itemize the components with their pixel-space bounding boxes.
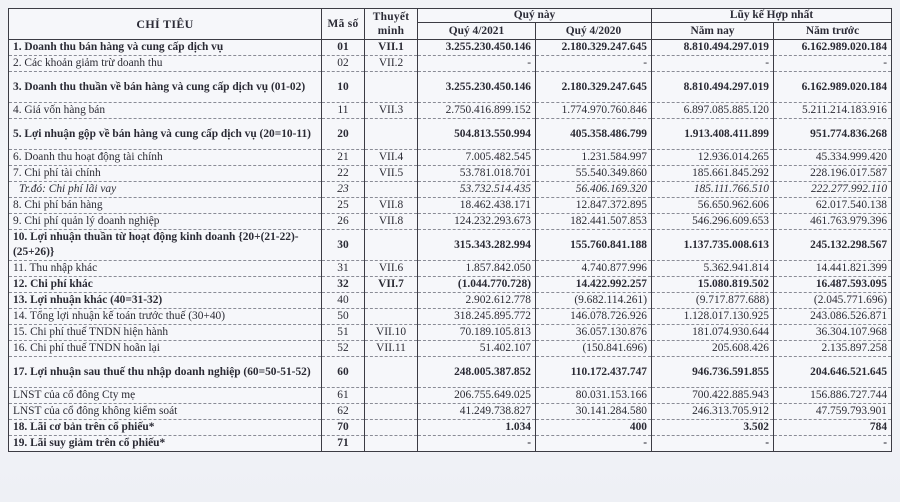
row-note <box>365 357 418 388</box>
value-this-year: 8.810.494.297.019 <box>652 72 774 103</box>
row-note <box>365 309 418 325</box>
value-q4-2020: 12.847.372.895 <box>536 198 652 214</box>
value-last-year: 784 <box>774 420 892 436</box>
value-this-year: 8.810.494.297.019 <box>652 40 774 56</box>
row-note <box>365 436 418 452</box>
row-note <box>365 230 418 261</box>
value-last-year: (2.045.771.696) <box>774 293 892 309</box>
value-this-year: 1.128.017.130.925 <box>652 309 774 325</box>
value-last-year: 5.211.214.183.916 <box>774 103 892 119</box>
value-q4-2021: 1.034 <box>418 420 536 436</box>
row-code: 01 <box>322 40 365 56</box>
value-q4-2020: - <box>536 436 652 452</box>
table-row <box>9 325 892 341</box>
table-row <box>9 119 892 150</box>
value-this-year: 181.074.930.644 <box>652 325 774 341</box>
row-note: VII.3 <box>365 103 418 119</box>
header-q4-2021: Quý 4/2021 <box>418 23 536 40</box>
table-row <box>9 72 892 103</box>
row-note: VII.8 <box>365 214 418 230</box>
value-q4-2021: 206.755.649.025 <box>418 388 536 404</box>
table-row <box>9 293 892 309</box>
value-q4-2020: 110.172.437.747 <box>536 357 652 388</box>
value-this-year: (9.717.877.688) <box>652 293 774 309</box>
value-q4-2021: 7.005.482.545 <box>418 150 536 166</box>
value-this-year: 12.936.014.265 <box>652 150 774 166</box>
row-label: 3. Doanh thu thuần về bán hàng và cung cấp dịch vụ (01-02) <box>9 72 322 103</box>
value-q4-2021: 248.005.387.852 <box>418 357 536 388</box>
value-q4-2020: 30.141.284.580 <box>536 404 652 420</box>
value-q4-2020: 1.231.584.997 <box>536 150 652 166</box>
row-label: 13. Lợi nhuận khác (40=31-32) <box>9 293 322 309</box>
row-label: 9. Chi phí quản lý doanh nghiệp <box>9 214 322 230</box>
table-row <box>9 182 892 198</box>
value-last-year: 243.086.526.871 <box>774 309 892 325</box>
value-q4-2020: 405.358.486.799 <box>536 119 652 150</box>
value-this-year: - <box>652 56 774 72</box>
value-last-year: 204.646.521.645 <box>774 357 892 388</box>
value-q4-2021: 3.255.230.450.146 <box>418 72 536 103</box>
value-q4-2021: 70.189.105.813 <box>418 325 536 341</box>
value-last-year: 14.441.821.399 <box>774 261 892 277</box>
row-label: 17. Lợi nhuận sau thuế thu nhập doanh nghiệp (60=50-51-52) <box>9 357 322 388</box>
row-label: Tr.đó: Chi phí lãi vay <box>9 182 322 198</box>
row-note: VII.8 <box>365 198 418 214</box>
value-q4-2020: (9.682.114.261) <box>536 293 652 309</box>
row-label: 8. Chi phí bán hàng <box>9 198 322 214</box>
value-this-year: 185.661.845.292 <box>652 166 774 182</box>
value-q4-2021: 504.813.550.994 <box>418 119 536 150</box>
value-last-year: 6.162.989.020.184 <box>774 40 892 56</box>
row-note: VII.2 <box>365 56 418 72</box>
value-q4-2020: 182.441.507.853 <box>536 214 652 230</box>
value-q4-2020: 55.540.349.860 <box>536 166 652 182</box>
value-last-year: - <box>774 436 892 452</box>
income-statement-table <box>8 8 892 452</box>
value-last-year: 16.487.593.095 <box>774 277 892 293</box>
value-q4-2021: 53.732.514.435 <box>418 182 536 198</box>
row-label: 10. Lợi nhuận thuần từ hoạt động kinh doanh {20+(21-22)-(25+26)} <box>9 230 322 261</box>
value-this-year: 205.608.426 <box>652 341 774 357</box>
value-last-year: 461.763.979.396 <box>774 214 892 230</box>
value-q4-2020: 14.422.992.257 <box>536 277 652 293</box>
value-q4-2020: 80.031.153.166 <box>536 388 652 404</box>
header-last-year: Năm trước <box>774 23 892 40</box>
row-label: LNST của cổ đông không kiểm soát <box>9 404 322 420</box>
row-code: 21 <box>322 150 365 166</box>
row-label: 1. Doanh thu bán hàng và cung cấp dịch vụ <box>9 40 322 56</box>
header-note-line1: Thuyết <box>372 11 410 23</box>
value-q4-2020: (150.841.696) <box>536 341 652 357</box>
value-last-year: - <box>774 56 892 72</box>
table-row <box>9 436 892 452</box>
row-code: 26 <box>322 214 365 230</box>
table-row <box>9 277 892 293</box>
row-code: 62 <box>322 404 365 420</box>
row-code: 61 <box>322 388 365 404</box>
value-last-year: 6.162.989.020.184 <box>774 72 892 103</box>
row-label: 7. Chi phí tài chính <box>9 166 322 182</box>
value-this-year: 185.111.766.510 <box>652 182 774 198</box>
row-label: 18. Lãi cơ bản trên cổ phiếu* <box>9 420 322 436</box>
value-last-year: 47.759.793.901 <box>774 404 892 420</box>
header-note <box>365 9 418 40</box>
row-code: 11 <box>322 103 365 119</box>
header-group-quarter: Quý này <box>418 9 652 23</box>
row-note: VII.10 <box>365 325 418 341</box>
value-last-year: 156.886.727.744 <box>774 388 892 404</box>
row-note <box>365 119 418 150</box>
value-this-year: - <box>652 436 774 452</box>
value-this-year: 1.137.735.008.613 <box>652 230 774 261</box>
row-note: VII.4 <box>365 150 418 166</box>
row-code: 22 <box>322 166 365 182</box>
value-q4-2021: 2.902.612.778 <box>418 293 536 309</box>
row-code: 32 <box>322 277 365 293</box>
row-note: VII.11 <box>365 341 418 357</box>
value-q4-2020: 4.740.877.996 <box>536 261 652 277</box>
row-label: 14. Tổng lợi nhuận kế toán trước thuế (30+40) <box>9 309 322 325</box>
value-q4-2021: 51.402.107 <box>418 341 536 357</box>
value-this-year: 6.897.085.885.120 <box>652 103 774 119</box>
row-note: VII.1 <box>365 40 418 56</box>
value-this-year: 1.913.408.411.899 <box>652 119 774 150</box>
value-this-year: 546.296.609.653 <box>652 214 774 230</box>
value-last-year: 36.304.107.968 <box>774 325 892 341</box>
row-code: 40 <box>322 293 365 309</box>
value-this-year: 700.422.885.943 <box>652 388 774 404</box>
row-code: 25 <box>322 198 365 214</box>
row-label: 11. Thu nhập khác <box>9 261 322 277</box>
row-label: 6. Doanh thu hoạt động tài chính <box>9 150 322 166</box>
value-q4-2020: 1.774.970.760.846 <box>536 103 652 119</box>
value-q4-2021: 3.255.230.450.146 <box>418 40 536 56</box>
value-q4-2020: - <box>536 56 652 72</box>
header-q4-2020: Quý 4/2020 <box>536 23 652 40</box>
row-code: 02 <box>322 56 365 72</box>
row-note <box>365 182 418 198</box>
value-q4-2020: 56.406.169.320 <box>536 182 652 198</box>
row-code: 30 <box>322 230 365 261</box>
value-q4-2021: 124.232.293.673 <box>418 214 536 230</box>
row-code: 71 <box>322 436 365 452</box>
row-code: 31 <box>322 261 365 277</box>
value-q4-2021: 318.245.895.772 <box>418 309 536 325</box>
row-code: 52 <box>322 341 365 357</box>
value-last-year: 2.135.897.258 <box>774 341 892 357</box>
value-q4-2020: 2.180.329.247.645 <box>536 40 652 56</box>
row-note <box>365 388 418 404</box>
row-code: 20 <box>322 119 365 150</box>
table-row <box>9 166 892 182</box>
row-label: 12. Chi phí khác <box>9 277 322 293</box>
row-code: 23 <box>322 182 365 198</box>
value-q4-2021: 18.462.438.171 <box>418 198 536 214</box>
table-row <box>9 230 892 261</box>
value-q4-2021: 41.249.738.827 <box>418 404 536 420</box>
value-last-year: 45.334.999.420 <box>774 150 892 166</box>
header-note-line2: minh <box>377 25 405 37</box>
value-this-year: 246.313.705.912 <box>652 404 774 420</box>
value-this-year: 5.362.941.814 <box>652 261 774 277</box>
table-row <box>9 198 892 214</box>
value-this-year: 946.736.591.855 <box>652 357 774 388</box>
value-q4-2020: 36.057.130.876 <box>536 325 652 341</box>
row-code: 60 <box>322 357 365 388</box>
value-last-year: 951.774.836.268 <box>774 119 892 150</box>
row-note <box>365 293 418 309</box>
value-q4-2021: (1.044.770.728) <box>418 277 536 293</box>
row-code: 51 <box>322 325 365 341</box>
value-last-year: 245.132.298.567 <box>774 230 892 261</box>
row-note: VII.5 <box>365 166 418 182</box>
header-group-cumulative: Lũy kế Hợp nhất <box>652 9 892 23</box>
row-label: 4. Giá vốn hàng bán <box>9 103 322 119</box>
table-row <box>9 404 892 420</box>
table-row <box>9 150 892 166</box>
table-row <box>9 214 892 230</box>
row-note: VII.7 <box>365 277 418 293</box>
row-note: VII.6 <box>365 261 418 277</box>
table-row <box>9 103 892 119</box>
table-row <box>9 56 892 72</box>
table-row <box>9 40 892 56</box>
row-label: 15. Chi phí thuế TNDN hiện hành <box>9 325 322 341</box>
row-code: 70 <box>322 420 365 436</box>
value-q4-2020: 2.180.329.247.645 <box>536 72 652 103</box>
table-row <box>9 420 892 436</box>
row-note <box>365 420 418 436</box>
value-this-year: 56.650.962.606 <box>652 198 774 214</box>
value-q4-2020: 400 <box>536 420 652 436</box>
row-code: 50 <box>322 309 365 325</box>
value-q4-2021: 1.857.842.050 <box>418 261 536 277</box>
value-this-year: 15.080.819.502 <box>652 277 774 293</box>
header-code: Mã số <box>322 9 365 40</box>
row-note <box>365 72 418 103</box>
table-row <box>9 357 892 388</box>
value-q4-2020: 155.760.841.188 <box>536 230 652 261</box>
row-label: 2. Các khoản giảm trừ doanh thu <box>9 56 322 72</box>
value-q4-2020: 146.078.726.926 <box>536 309 652 325</box>
value-q4-2021: - <box>418 436 536 452</box>
value-q4-2021: 2.750.416.899.152 <box>418 103 536 119</box>
value-q4-2021: 53.781.018.701 <box>418 166 536 182</box>
table-body <box>9 40 892 452</box>
value-q4-2021: 315.343.282.994 <box>418 230 536 261</box>
table-row <box>9 388 892 404</box>
header-this-year: Năm nay <box>652 23 774 40</box>
table-row <box>9 261 892 277</box>
row-label: 19. Lãi suy giảm trên cổ phiếu* <box>9 436 322 452</box>
row-label: LNST của cổ đông Cty mẹ <box>9 388 322 404</box>
row-label: 16. Chi phí thuế TNDN hoãn lại <box>9 341 322 357</box>
row-label: 5. Lợi nhuận gộp về bán hàng và cung cấp dịch vụ (20=10-11) <box>9 119 322 150</box>
value-q4-2021: - <box>418 56 536 72</box>
row-note <box>365 404 418 420</box>
value-last-year: 222.277.992.110 <box>774 182 892 198</box>
header-indicator: CHỈ TIÊU <box>9 9 322 40</box>
value-last-year: 228.196.017.587 <box>774 166 892 182</box>
row-code: 10 <box>322 72 365 103</box>
table-row <box>9 341 892 357</box>
value-this-year: 3.502 <box>652 420 774 436</box>
table-row <box>9 309 892 325</box>
table-header <box>9 9 892 40</box>
value-last-year: 62.017.540.138 <box>774 198 892 214</box>
